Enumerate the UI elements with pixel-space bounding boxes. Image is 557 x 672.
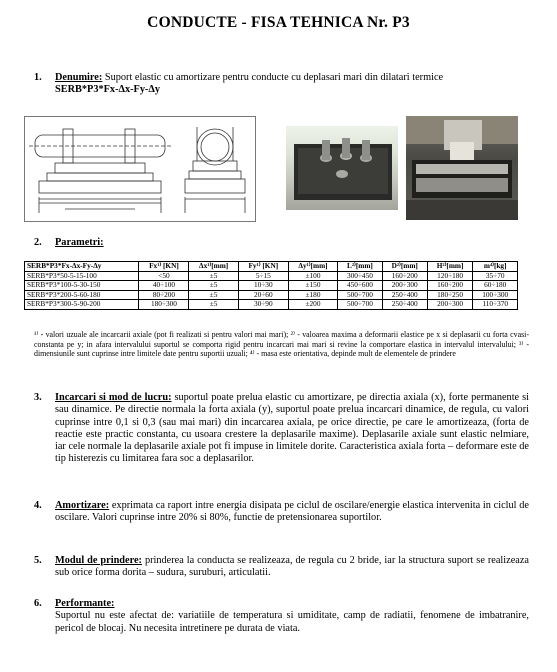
section-heading: Amortizare:	[55, 500, 110, 511]
table-cell: SERB*P3*50-5-15-100	[25, 271, 139, 281]
table-cell: 250÷400	[382, 300, 427, 310]
table-cell: ±5	[189, 290, 238, 300]
table-cell: 100÷300	[473, 290, 518, 300]
section-amortizare	[34, 500, 529, 525]
table-cell: <50	[139, 271, 189, 281]
section-number: 4.	[34, 500, 42, 511]
table-cell: SERB*P3*200-5-60-180	[25, 290, 139, 300]
table-cell: ±150	[288, 281, 337, 291]
technical-drawing	[24, 116, 256, 222]
section-incarcari	[34, 392, 529, 466]
section-heading: Performante:	[55, 598, 115, 609]
table-cell: ±5	[189, 271, 238, 281]
parameters-table	[24, 261, 518, 310]
table-cell: 200÷300	[427, 300, 473, 310]
table-cell: 500÷700	[338, 290, 383, 300]
section-heading: Modul de prindere:	[55, 555, 142, 566]
col-header: D²⁾[mm]	[382, 262, 427, 272]
table-cell: 10÷30	[238, 281, 288, 291]
table-cell: 180÷250	[427, 290, 473, 300]
col-header: Δx¹⁾[mm]	[189, 262, 238, 272]
section-performante	[34, 598, 529, 635]
table-cell: SERB*P3*100-5-30-150	[25, 281, 139, 291]
table-cell: 160÷200	[427, 281, 473, 291]
section-number: 2.	[34, 237, 42, 248]
section-text: Suport elastic cu amortizare pentru conducte cu deplasari mari din dilatari termice	[102, 72, 444, 83]
section-number: 1.	[34, 72, 42, 83]
photo-support-side	[406, 116, 518, 220]
section-text: prinderea la conducta se realizeaza, de regula cu 2 bride, iar la structura suport se realizeaza sub orice forma dorita – sudura, suruburi, articulatii.	[55, 555, 529, 579]
table-cell: 500÷700	[338, 300, 383, 310]
col-header: L²⁾[mm]	[338, 262, 383, 272]
section-number: 3.	[34, 392, 42, 403]
table-cell: ±5	[189, 300, 238, 310]
table-cell: 40÷100	[139, 281, 189, 291]
col-header: H²⁾[mm]	[427, 262, 473, 272]
table-cell: 5÷15	[238, 271, 288, 281]
table-cell: 200÷300	[382, 281, 427, 291]
table-footnotes: ¹⁾ - valori uzuale ale incarcarii axiale (pot fi realizati si pentru valori mai mari); ²⁾ - valoarea maxima a deformarii elastice pe x si deplasarii cu forta cvasi-constanta pe y; in afara intervalului suportul se comporta rigid pentru incarcari mai mari si revine la comportare elastica in intervalul intervalului; ³⁾ - dimensiunile sunt cuprinse intre limitele date pentru suportii uzuali; ⁴⁾ - masa este orientativa, depinde mult de elementele de prindere	[34, 330, 529, 359]
col-header: Fx¹⁾ [KN]	[139, 262, 189, 272]
section-modul-prindere	[34, 555, 529, 580]
photo2-svg	[406, 116, 518, 220]
table-cell: ±180	[288, 290, 337, 300]
table-cell: 180÷300	[139, 300, 189, 310]
section-heading: Parametri:	[55, 237, 104, 248]
table-cell: 160÷200	[382, 271, 427, 281]
section-heading: Incarcari si mod de lucru:	[55, 392, 172, 403]
col-header: Fy¹⁾ [KN]	[238, 262, 288, 272]
table-cell: SERB*P3*300-5-90-200	[25, 300, 139, 310]
drawing-svg	[25, 117, 255, 221]
table-cell: ±100	[288, 271, 337, 281]
section-number: 5.	[34, 555, 42, 566]
photo-support-top	[286, 126, 398, 210]
table-cell: ±200	[288, 300, 337, 310]
col-header: SERB*P3*Fx-Δx-Fy-Δy	[25, 262, 139, 272]
section-heading: Denumire:	[55, 72, 103, 83]
figure-row	[24, 116, 524, 222]
section-denumire	[34, 72, 529, 97]
section-text: exprimata ca raport intre energia disipata pe ciclul de oscilare/energie elastica intervenita in ciclul de oscilare. Valori cuprinse intre 20% si 80%, functie de pretensionarea suportilor.	[55, 500, 529, 524]
table-cell: 60÷180	[473, 281, 518, 291]
table-cell: 300÷450	[338, 271, 383, 281]
section-parametri	[34, 237, 529, 249]
table-row	[25, 281, 518, 291]
table-cell: 35÷70	[473, 271, 518, 281]
table-row	[25, 300, 518, 310]
table-cell: 120÷180	[427, 271, 473, 281]
table-cell: 110÷370	[473, 300, 518, 310]
table-cell: 250÷400	[382, 290, 427, 300]
table-cell: 20÷60	[238, 290, 288, 300]
col-header: Δy¹⁾[mm]	[288, 262, 337, 272]
section-text: suportul poate prelua elastic cu amortizare, pe directia axiala (x), forte permanente si sau dinamice. Pe directie normala la forta axiala (y), suportul poate prelua incarcari dinamice, de regula, cu valori cuprinse intre 0,1 si 0,3 (sau mai mari) din incarcarea axiala, pe orice directie, pe care le amortizeaza, (forta de reactie este practic constanta, cu usoara crestere la deplasarile maxime). Deplasarile axiale sunt elastic nelmiare, iar cele normale la deplasarile axiale pot fi impuse in limitele dorite. Caracteristica axiala forta – deformare este de tip histerezis cu limitarea fara soc a deplasarilor.	[55, 392, 529, 465]
table-cell: 30÷90	[238, 300, 288, 310]
page-title: CONDUCTE - FISA TEHNICA Nr. P3	[147, 14, 410, 31]
table-cell: 450÷600	[338, 281, 383, 291]
model-designation: SERB*P3*Fx-Δx-Fy-Δy	[55, 84, 161, 96]
table-header-row	[25, 262, 518, 272]
table-cell: ±5	[189, 281, 238, 291]
section-text: Suportul nu este afectat de: variatiile de temperatura si umiditate, camp de radiatii, fenomene de imbatranire, pericol de blocaj. Nu necesita intretinere pe durata de viata.	[55, 610, 529, 634]
photo1-svg	[286, 126, 398, 210]
col-header: m⁴⁾[kg]	[473, 262, 518, 272]
section-number: 6.	[34, 598, 42, 609]
table-cell: 80÷200	[139, 290, 189, 300]
